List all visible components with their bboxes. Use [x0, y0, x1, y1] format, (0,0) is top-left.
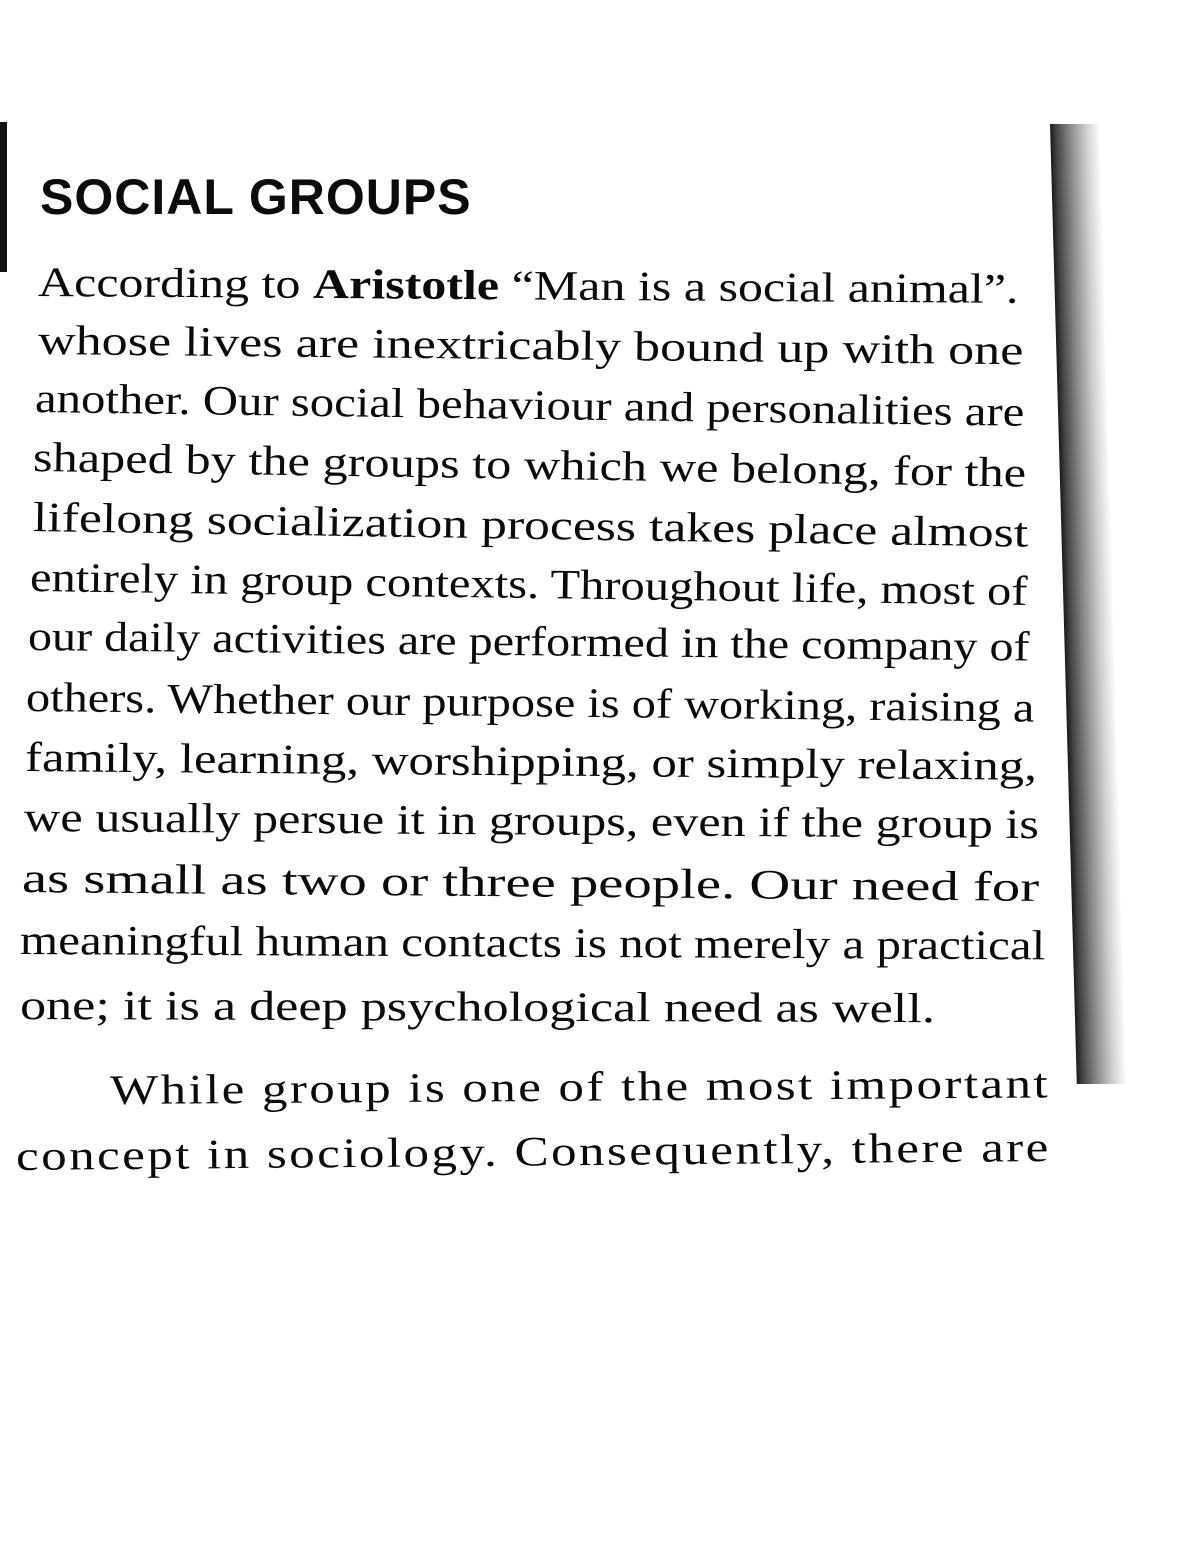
line-text: According to [37, 260, 314, 308]
paragraph-1-line-6: entirely in group contexts. Throughout life, most of [29, 555, 1028, 615]
paragraph-1-line-12: meaningful human contacts is not merely a practical [19, 918, 1046, 970]
paragraph-1-line-9: family, learning, worshipping, or simply relaxing, [24, 735, 1038, 790]
paragraph-1-line-8: others. Whether our purpose is of working, raising a [25, 675, 1035, 732]
book-spine-shadow [1050, 124, 1127, 1084]
section-heading: SOCIAL GROUPS [40, 169, 472, 225]
paragraph-1-line-4: shaped by the groups to which we belong, for the [32, 435, 1027, 497]
paragraph-2-line-2: concept in sociology. Consequently, there are [15, 1124, 1051, 1180]
paragraph-1-line-7: our daily activities are performed in the company of [27, 614, 1030, 671]
author-name: Aristotle [312, 261, 500, 310]
paragraph-2-line-1: While group is one of the most important [109, 1061, 1051, 1114]
paragraph-1-line-5: lifelong socialization process takes place almost [32, 495, 1029, 557]
paragraph-1-line-13: one; it is a deep psychological need as well. [19, 983, 936, 1033]
page-edge-mark [0, 122, 7, 272]
line-text: “Man is a social animal”. [498, 263, 1019, 313]
paragraph-1-line-11: as small as two or three people. Our need for [21, 856, 1040, 911]
paragraph-1-line-3: another. Our social behaviour and personalities are [34, 376, 1025, 436]
paragraph-1-line-10: we usually persue it in groups, even if the group is [23, 795, 1040, 849]
paragraph-1-line-1 [38, 262, 1019, 311]
paragraph-1-line-2: whose lives are inextricably bound up with one [37, 318, 1024, 375]
